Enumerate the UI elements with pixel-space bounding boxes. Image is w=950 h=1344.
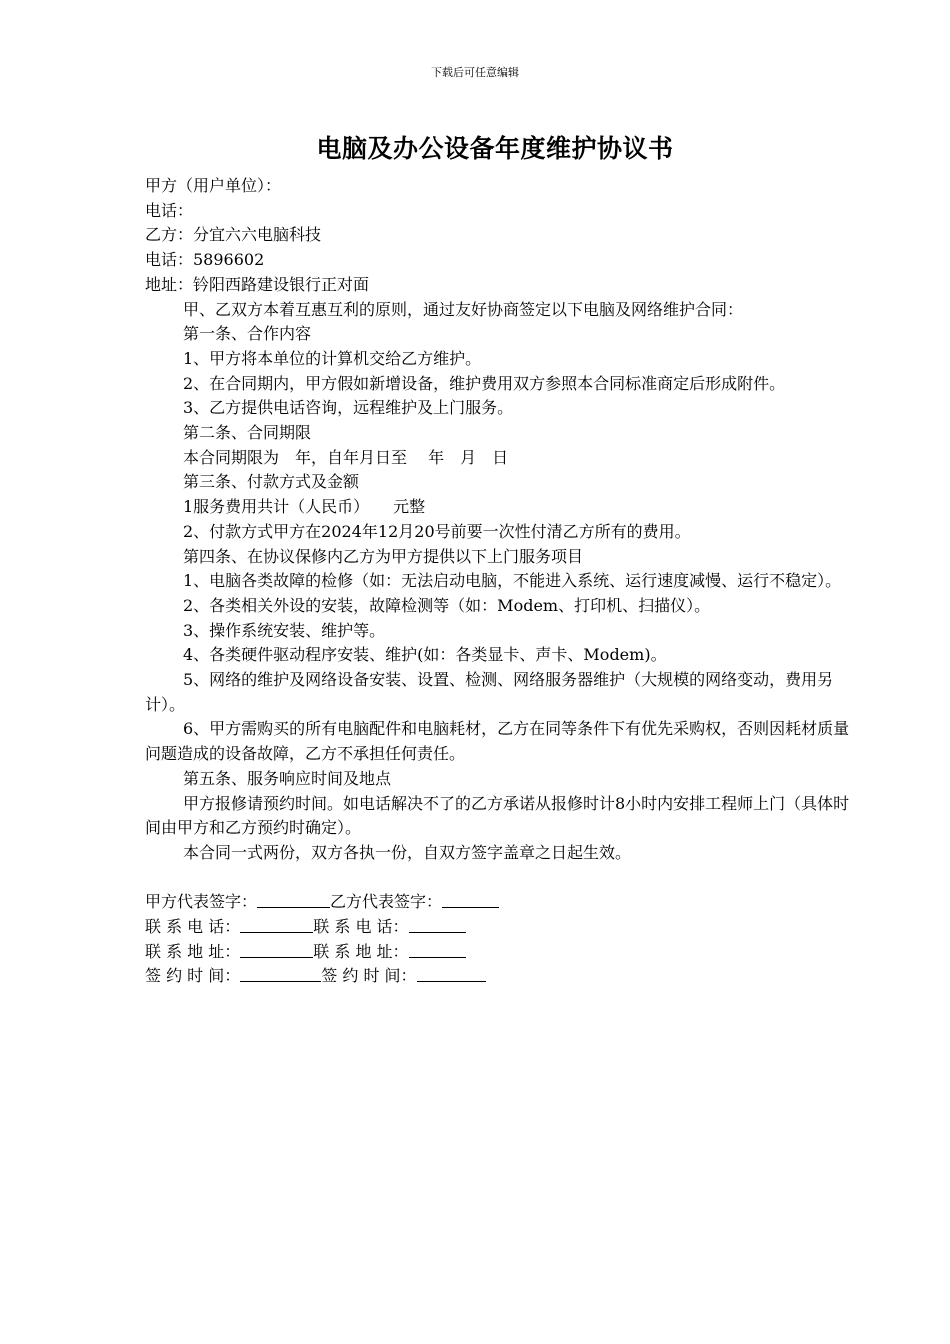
signature-row-phone: [145, 915, 853, 940]
party-a-address-sign-label: 联 系 地 址：: [145, 941, 241, 961]
article5-heading: 第五条、服务响应时间及地点: [183, 768, 392, 788]
party-b-date-label: 签 约 时 间：: [321, 966, 417, 986]
party-a-phone-sign-label: 联 系 电 话：: [145, 917, 241, 937]
article1-item-1: 1、甲方将本单位的计算机交给乙方维护。: [183, 348, 482, 368]
article4-item-6: 6、甲方需购买的所有电脑配件和电脑耗材，乙方在同等条件下有优先采购权，否则因耗材质量问题造成的设备故障，乙方不承担任何责任。: [145, 719, 850, 764]
party-b-phone-blank[interactable]: [409, 917, 466, 933]
article4-heading: 第四条、在协议保修内乙方为甲方提供以下上门服务项目: [183, 546, 584, 566]
header-note: 下载后可任意编辑: [431, 66, 519, 79]
contract-body: [145, 174, 853, 989]
intro-paragraph: 甲、乙双方本着互惠互利的原则，通过友好协商签定以下电脑及网络维护合同：: [183, 299, 744, 319]
article4-item-1: 1、电脑各类故障的检修（如：无法启动电脑，不能进入系统、运行速度减慢、运行不稳定）。: [183, 571, 842, 591]
article3-item-1: 1服务费用共计（人民币） 元整: [183, 497, 426, 517]
signature-row-date: [145, 964, 853, 989]
party-b-name: 乙方：分宜六六电脑科技: [145, 225, 322, 245]
party-a-address-blank[interactable]: [240, 942, 313, 958]
blank-line: [145, 866, 853, 891]
party-b-address-sign-label: 联 系 地 址：: [313, 941, 409, 961]
article1-item-2: 2、在合同期内，甲方假如新增设备，维护费用双方参照本合同标准商定后形成附件。: [183, 373, 786, 393]
party-b-rep-label: 乙方代表签字：: [330, 892, 443, 912]
party-a-phone-label: 电话：: [145, 200, 194, 220]
party-a-date-blank[interactable]: [240, 966, 321, 982]
party-a-rep-label: 甲方代表签字：: [145, 892, 258, 912]
article4-item-3: 3、操作系统安装、维护等。: [183, 620, 386, 640]
party-a-rep-blank[interactable]: [257, 892, 330, 908]
article2-heading: 第二条、合同期限: [183, 423, 312, 443]
article3-item-2: 2、付款方式甲方在2024年12月20号前要一次性付清乙方所有的费用。: [183, 521, 691, 541]
document-title: 电脑及办公设备年度维护协议书: [316, 134, 674, 163]
article1-item-3: 3、乙方提供电话咨询，远程维护及上门服务。: [183, 398, 514, 418]
article2-text: 本合同期限为 年，自年月日至 年 月 日: [183, 447, 509, 467]
closing-paragraph: 本合同一式两份，双方各执一份，自双方签字盖章之日起生效。: [183, 842, 632, 862]
article3-heading: 第三条、付款方式及金额: [183, 472, 360, 492]
party-b-address-blank[interactable]: [409, 942, 466, 958]
party-b-rep-blank[interactable]: [442, 892, 499, 908]
party-a-date-label: 签 约 时 间：: [145, 966, 241, 986]
article4-item-5: 5、网络的维护及网络设备安装、设置、检测、网络服务器维护（大规模的网络变动，费用另计）。: [145, 670, 834, 714]
party-b-date-blank[interactable]: [417, 966, 486, 982]
party-b-phone: 电话：5896602: [145, 250, 265, 270]
signature-row-address: [145, 940, 853, 965]
article4-item-2: 2、各类相关外设的安装，故障检测等（如：Modem、打印机、扫描仪）。: [183, 595, 711, 615]
article5-text: 甲方报修请预约时间。如电话解决不了的乙方承诺从报修时计8小时内安排工程师上门（具体时间由甲方和乙方预约时确定）。: [145, 793, 850, 838]
article4-item-4: 4、各类硬件驱动程序安装、维护(如：各类显卡、声卡、Modem)。: [183, 645, 667, 665]
signature-row-rep: [145, 890, 853, 915]
party-a-phone-blank[interactable]: [240, 917, 313, 933]
article1-heading: 第一条、合作内容: [183, 324, 312, 344]
party-b-address: 地址：钤阳西路建设银行正对面: [145, 274, 370, 294]
party-b-phone-sign-label: 联 系 电 话：: [313, 917, 409, 937]
party-a-label: 甲方（用户单位）：: [145, 176, 282, 195]
